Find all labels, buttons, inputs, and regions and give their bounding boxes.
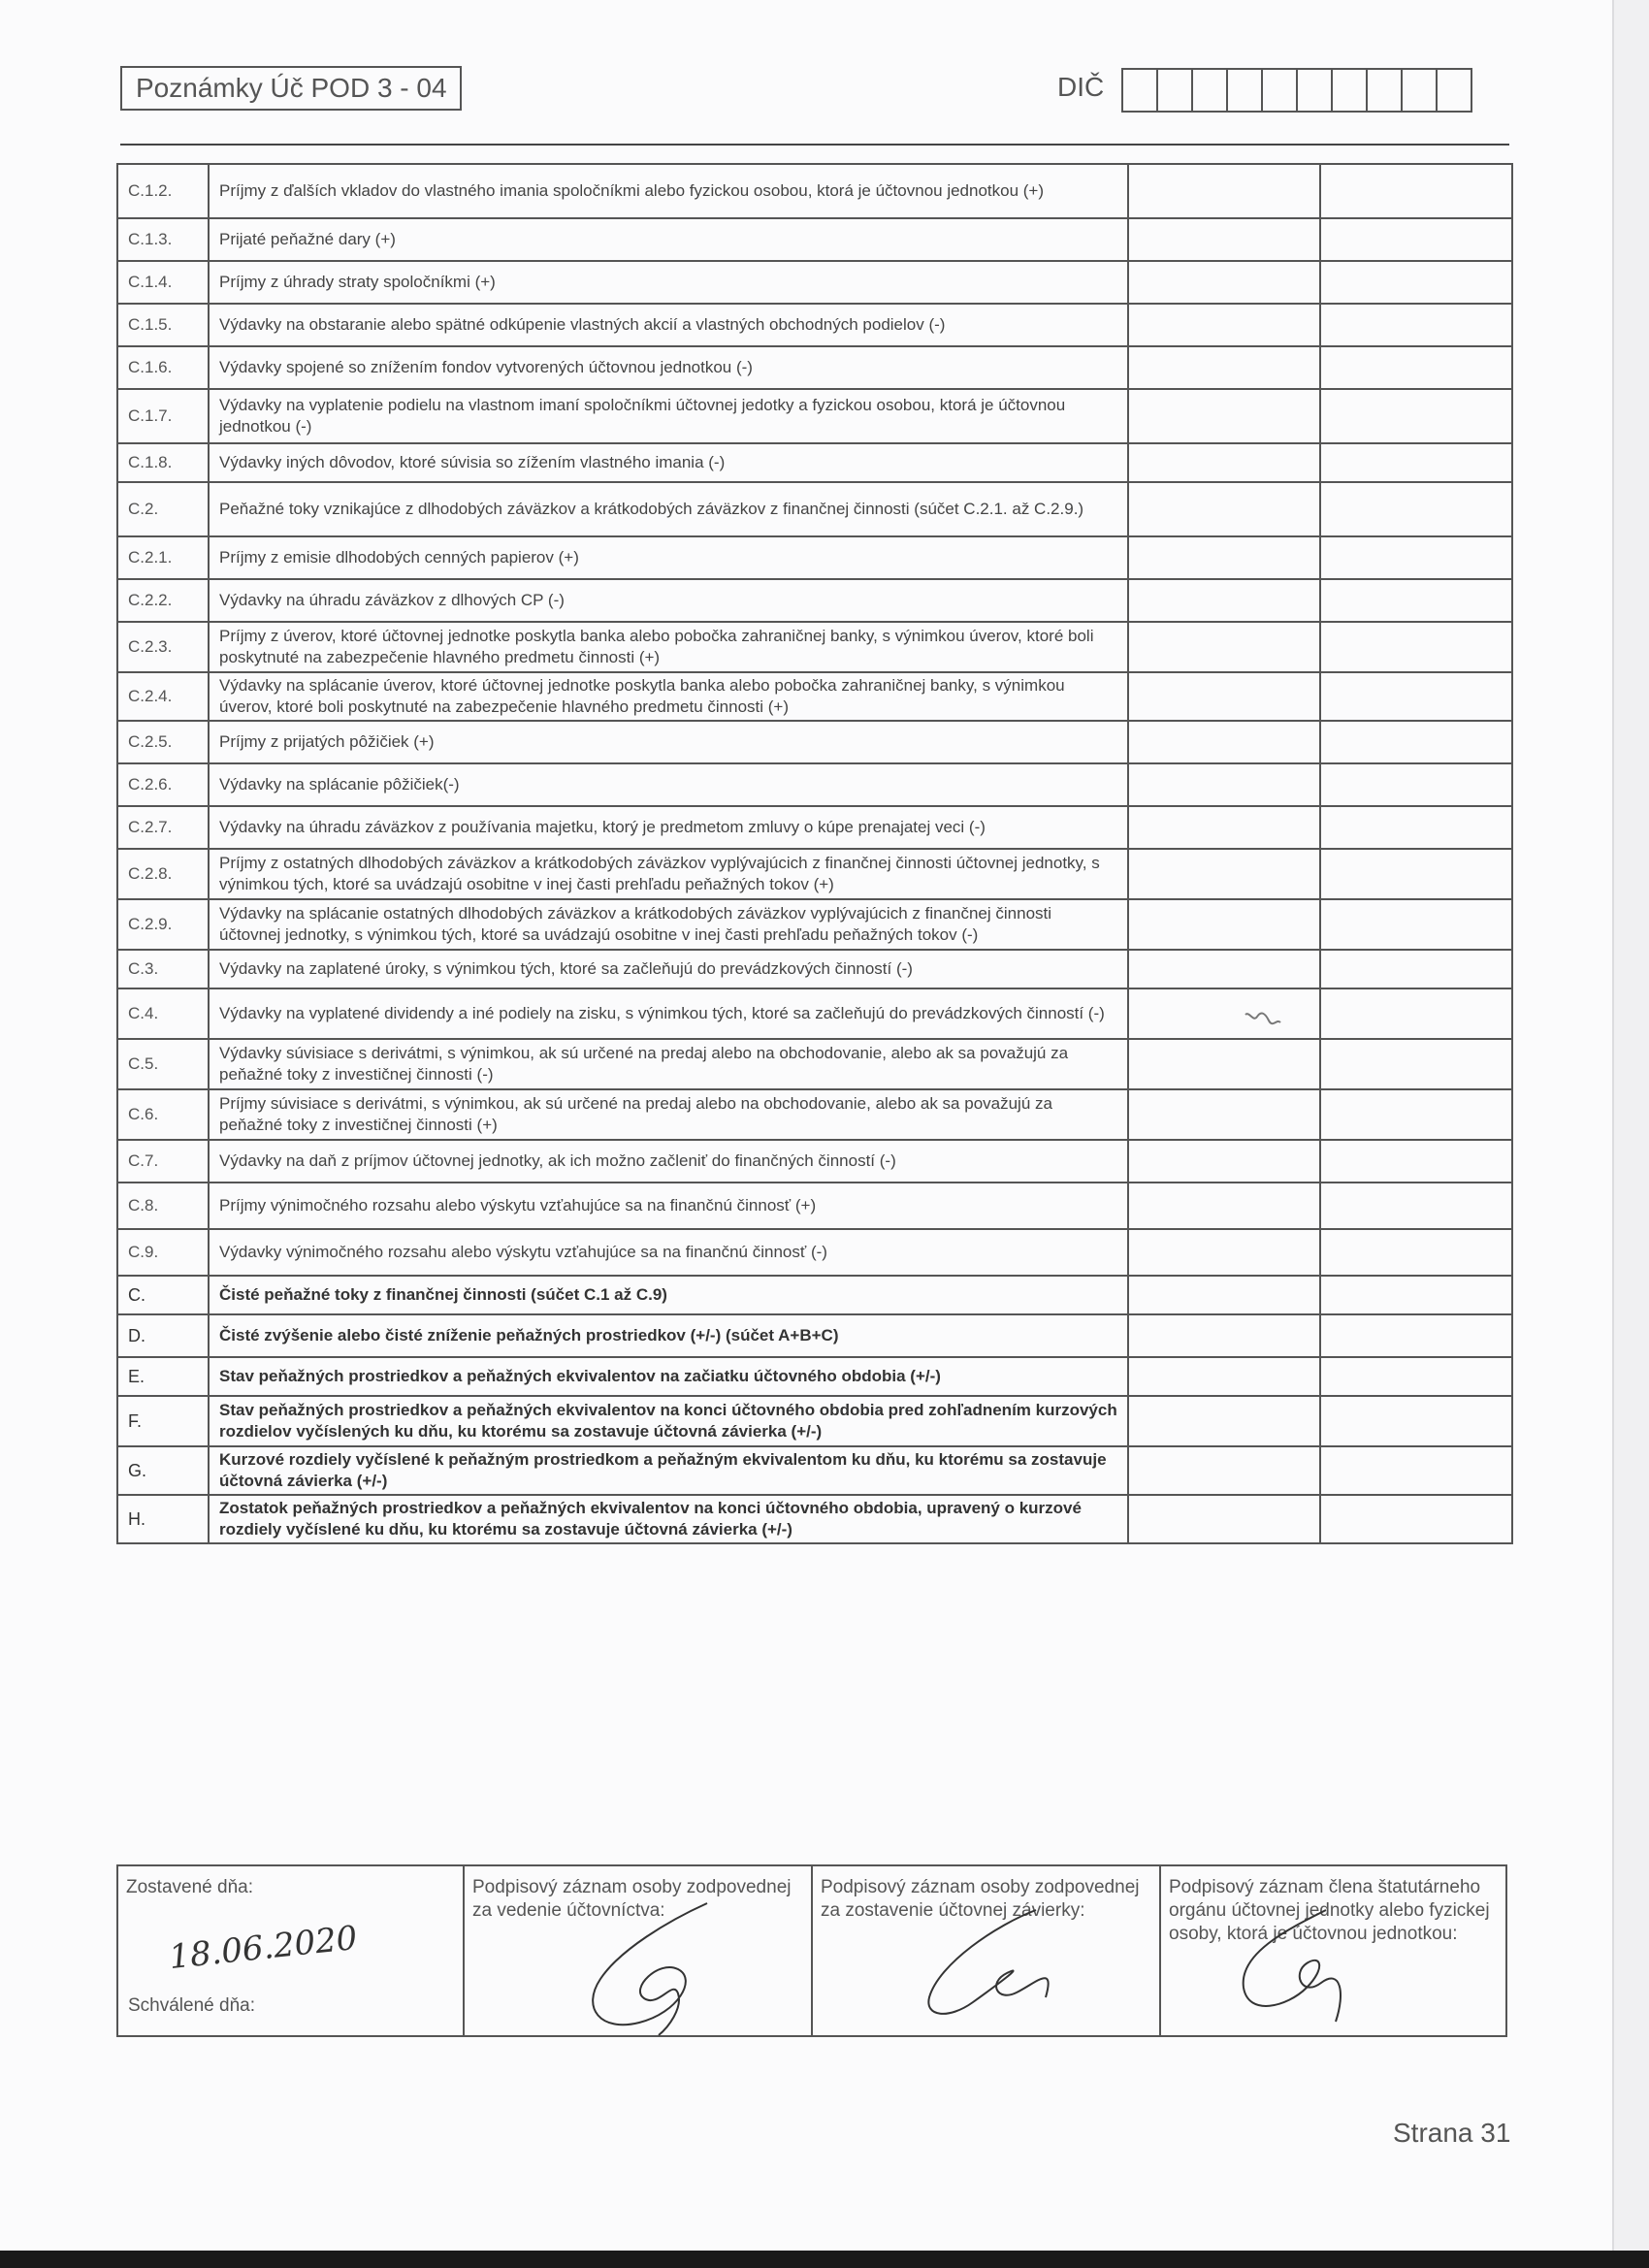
signature-drawing [1200, 1905, 1394, 2031]
current-period-value-cell[interactable] [1128, 579, 1320, 622]
dic-label: DIČ [1057, 72, 1105, 102]
row-description: Kurzové rozdiely vyčíslené k peňažným prostriedkom a peňažným ekvivalentom ku dňu, ku ktorému sa zostavuje účtovná závierka (+/-) [209, 1446, 1128, 1495]
prior-period-value-cell[interactable] [1320, 1039, 1512, 1089]
row-code: C.2.2. [117, 579, 209, 622]
prior-period-value-cell[interactable] [1320, 988, 1512, 1039]
row-code: D. [117, 1314, 209, 1357]
handwritten-mark [1244, 1009, 1282, 1033]
row-description: Výdavky na zaplatené úroky, s výnimkou tých, ktoré sa začleňujú do prevádzkových činností (-) [209, 950, 1128, 988]
prior-period-value-cell[interactable] [1320, 1495, 1512, 1543]
statutory-signature-cell[interactable] [1161, 1866, 1505, 2035]
current-period-value-cell[interactable] [1128, 1276, 1320, 1314]
statement-signature-cell[interactable] [813, 1866, 1161, 2035]
dic-digit-box[interactable] [1331, 68, 1368, 113]
row-description: Výdavky na úhradu záväzkov z dlhových CP (-) [209, 579, 1128, 622]
table-row [117, 950, 1512, 988]
row-description: Peňažné toky vznikajúce z dlhodobých záväzkov a krátkodobých záväzkov z finančnej činnosti (súčet C.2.1. až C.2.9.) [209, 482, 1128, 536]
statement-signature-label: Podpisový záznam osoby zodpovednej za zostavenie účtovnej závierky: [821, 1877, 1140, 1921]
compiled-date-label: Zostavené dňa: [126, 1877, 253, 1897]
signature-drawing [562, 1901, 717, 2037]
row-code: C.3. [117, 950, 209, 988]
prior-period-value-cell[interactable] [1320, 763, 1512, 806]
row-code: F. [117, 1396, 209, 1446]
row-code: C.2.9. [117, 899, 209, 950]
row-code: C.7. [117, 1140, 209, 1183]
prior-period-value-cell[interactable] [1320, 1140, 1512, 1183]
row-description: Výdavky na obstaranie alebo spätné odkúpenie vlastných akcií a vlastných obchodných podielov (-) [209, 304, 1128, 346]
row-description: Príjmy z emisie dlhodobých cenných papierov (+) [209, 536, 1128, 579]
prior-period-value-cell[interactable] [1320, 950, 1512, 988]
row-code: C.1.8. [117, 443, 209, 482]
row-code: C.2.1. [117, 536, 209, 579]
row-description: Čisté peňažné toky z finančnej činnosti (súčet C.1 až C.9) [209, 1276, 1128, 1314]
row-code: C. [117, 1276, 209, 1314]
prior-period-value-cell[interactable] [1320, 1314, 1512, 1357]
row-description: Výdavky iných dôvodov, ktoré súvisia so zížením vlastného imania (-) [209, 443, 1128, 482]
row-code: C.1.3. [117, 218, 209, 261]
table-row [117, 1396, 1512, 1446]
page-number: Strana 31 [1393, 2118, 1511, 2148]
row-description: Prijaté peňažné dary (+) [209, 218, 1128, 261]
row-code: C.1.4. [117, 261, 209, 304]
table-row [117, 1089, 1512, 1140]
row-code: C.1.6. [117, 346, 209, 389]
prior-period-value-cell[interactable] [1320, 536, 1512, 579]
table-row [117, 806, 1512, 849]
row-description: Čisté zvýšenie alebo čisté zníženie peňažných prostriedkov (+/-) (súčet A+B+C) [209, 1314, 1128, 1357]
row-code: G. [117, 1446, 209, 1495]
dates-cell [118, 1866, 465, 2035]
form-title-box [120, 66, 462, 111]
compiled-date-value[interactable]: 18.06.2020 [167, 1918, 360, 1978]
table-row [117, 482, 1512, 536]
current-period-value-cell[interactable] [1128, 1495, 1320, 1543]
current-period-value-cell[interactable] [1128, 1183, 1320, 1229]
current-period-value-cell[interactable] [1128, 899, 1320, 950]
current-period-value-cell[interactable] [1128, 763, 1320, 806]
table-row [117, 1276, 1512, 1314]
approved-date-label: Schválené dňa: [128, 1995, 255, 2016]
current-period-value-cell[interactable] [1128, 443, 1320, 482]
current-period-value-cell[interactable] [1128, 1039, 1320, 1089]
current-period-value-cell[interactable] [1128, 164, 1320, 218]
row-description: Výdavky na splácanie ostatných dlhodobých záväzkov a krátkodobých záväzkov vyplývajúcich z finančnej činnosti účtovnej jednotky, s výnimkou tých, ktoré sa uvádzajú osobitne v inej časti prehľadu peňažných tokov (-) [209, 899, 1128, 950]
row-description: Príjmy z ostatných dlhodobých záväzkov a krátkodobých záväzkov vyplývajúcich z finančnej činnosti účtovnej jednotky, s výnimkou tých, ktoré sa uvádzajú osobitne v inej časti prehľadu peňažných tokov (+) [209, 849, 1128, 899]
table-row [117, 622, 1512, 672]
row-code: C.8. [117, 1183, 209, 1229]
row-description: Príjmy z prijatých pôžičiek (+) [209, 721, 1128, 763]
dic-digit-box[interactable] [1226, 68, 1263, 113]
signature-drawing [881, 1905, 1075, 2031]
current-period-value-cell[interactable] [1128, 1140, 1320, 1183]
row-description: Príjmy výnimočného rozsahu alebo výskytu vzťahujúce sa na finančnú činnosť (+) [209, 1183, 1128, 1229]
table-row [117, 579, 1512, 622]
row-description: Stav peňažných prostriedkov a peňažných ekvivalentov na konci účtovného obdobia pred zohľadnením kurzových rozdielov vyčíslených ku dňu, ku ktorému sa zostavuje účtovná závierka (+/-) [209, 1396, 1128, 1446]
form-title: Poznámky Úč POD 3 - 04 [136, 73, 447, 103]
dic-digit-box[interactable] [1261, 68, 1298, 113]
current-period-value-cell[interactable] [1128, 389, 1320, 443]
table-row [117, 1357, 1512, 1396]
row-code: C.4. [117, 988, 209, 1039]
current-period-value-cell[interactable] [1128, 346, 1320, 389]
row-code: C.9. [117, 1229, 209, 1276]
table-row [117, 988, 1512, 1039]
table-row [117, 443, 1512, 482]
current-period-value-cell[interactable] [1128, 1357, 1320, 1396]
row-code: C.5. [117, 1039, 209, 1089]
table-row [117, 1446, 1512, 1495]
dic-digit-box[interactable] [1296, 68, 1333, 113]
prior-period-value-cell[interactable] [1320, 164, 1512, 218]
row-code: C.2.8. [117, 849, 209, 899]
current-period-value-cell[interactable] [1128, 536, 1320, 579]
row-code: C.2.4. [117, 672, 209, 721]
prior-period-value-cell[interactable] [1320, 899, 1512, 950]
row-description: Výdavky na vyplatené dividendy a iné podiely na zisku, s výnimkou tých, ktoré sa začleňujú do prevádzkových činností (-) [209, 988, 1128, 1039]
dic-digit-box[interactable] [1366, 68, 1403, 113]
current-period-value-cell[interactable] [1128, 806, 1320, 849]
prior-period-value-cell[interactable] [1320, 261, 1512, 304]
scan-edge-bottom [0, 2251, 1649, 2268]
current-period-value-cell[interactable] [1128, 849, 1320, 899]
current-period-value-cell[interactable] [1128, 988, 1320, 1039]
table-row [117, 1140, 1512, 1183]
scan-edge-right [1612, 0, 1649, 2268]
current-period-value-cell[interactable] [1128, 622, 1320, 672]
table-row [117, 536, 1512, 579]
row-description: Výdavky súvisiace s derivátmi, s výnimkou, ak sú určené na predaj alebo na obchodovanie, alebo ak sa považujú za peňažné toky z investičnej činnosti (-) [209, 1039, 1128, 1089]
dic-input-boxes[interactable] [1123, 68, 1472, 113]
dic-digit-box[interactable] [1191, 68, 1228, 113]
row-description: Výdavky na daň z príjmov účtovnej jednotky, ak ich možno začleniť do finančných činností (-) [209, 1140, 1128, 1183]
row-description: Výdavky na splácanie úverov, ktoré účtovnej jednotke poskytla banka alebo pobočka zahraničnej banky, s výnimkou úverov, ktoré boli poskytnuté na zabezpečenie hlavného predmetu činnosti (+) [209, 672, 1128, 721]
prior-period-value-cell[interactable] [1320, 1446, 1512, 1495]
prior-period-value-cell[interactable] [1320, 1229, 1512, 1276]
row-code: C.1.5. [117, 304, 209, 346]
cash-flow-table [116, 163, 1513, 1544]
prior-period-value-cell[interactable] [1320, 443, 1512, 482]
table-row [117, 1039, 1512, 1089]
table-row [117, 164, 1512, 218]
prior-period-value-cell[interactable] [1320, 579, 1512, 622]
current-period-value-cell[interactable] [1128, 1089, 1320, 1140]
current-period-value-cell[interactable] [1128, 1396, 1320, 1446]
dic-digit-box[interactable] [1436, 68, 1472, 113]
table-row [117, 304, 1512, 346]
row-code: H. [117, 1495, 209, 1543]
prior-period-value-cell[interactable] [1320, 218, 1512, 261]
prior-period-value-cell[interactable] [1320, 721, 1512, 763]
current-period-value-cell[interactable] [1128, 672, 1320, 721]
dic-digit-box[interactable] [1121, 68, 1158, 113]
row-description: Výdavky na vyplatenie podielu na vlastnom imaní spoločníkmi účtovnej jedotky a fyzickou osobou, ktorá je účtovnou jednotkou (-) [209, 389, 1128, 443]
current-period-value-cell[interactable] [1128, 261, 1320, 304]
accounting-signature-cell[interactable] [465, 1866, 813, 2035]
prior-period-value-cell[interactable] [1320, 304, 1512, 346]
table-row [117, 721, 1512, 763]
row-description: Príjmy z úhrady straty spoločníkmi (+) [209, 261, 1128, 304]
table-row [117, 1495, 1512, 1543]
current-period-value-cell[interactable] [1128, 218, 1320, 261]
row-description: Výdavky spojené so znížením fondov vytvorených účtovnou jednotkou (-) [209, 346, 1128, 389]
current-period-value-cell[interactable] [1128, 1314, 1320, 1357]
table-row [117, 1229, 1512, 1276]
row-description: Výdavky na splácanie pôžičiek(-) [209, 763, 1128, 806]
prior-period-value-cell[interactable] [1320, 1276, 1512, 1314]
row-code: E. [117, 1357, 209, 1396]
prior-period-value-cell[interactable] [1320, 849, 1512, 899]
row-code: C.2.5. [117, 721, 209, 763]
dic-digit-box[interactable] [1401, 68, 1438, 113]
table-row [117, 261, 1512, 304]
table-row [117, 899, 1512, 950]
table-row [117, 1314, 1512, 1357]
prior-period-value-cell[interactable] [1320, 672, 1512, 721]
current-period-value-cell[interactable] [1128, 1229, 1320, 1276]
current-period-value-cell[interactable] [1128, 1446, 1320, 1495]
current-period-value-cell[interactable] [1128, 482, 1320, 536]
row-description: Stav peňažných prostriedkov a peňažných ekvivalentov na začiatku účtovného obdobia (+/-) [209, 1357, 1128, 1396]
prior-period-value-cell[interactable] [1320, 1396, 1512, 1446]
prior-period-value-cell[interactable] [1320, 389, 1512, 443]
prior-period-value-cell[interactable] [1320, 806, 1512, 849]
prior-period-value-cell[interactable] [1320, 346, 1512, 389]
row-description: Výdavky výnimočného rozsahu alebo výskytu vzťahujúce sa na finančnú činnosť (-) [209, 1229, 1128, 1276]
row-code: C.1.2. [117, 164, 209, 218]
row-description: Príjmy z úverov, ktoré účtovnej jednotke poskytla banka alebo pobočka zahraničnej banky, s výnimkou úverov, ktoré boli poskytnuté na zabezpečenie hlavného predmetu činnosti (+) [209, 622, 1128, 672]
prior-period-value-cell[interactable] [1320, 1357, 1512, 1396]
row-code: C.2.6. [117, 763, 209, 806]
row-description: Výdavky na úhradu záväzkov z používania majetku, ktorý je predmetom zmluvy o kúpe prenajatej veci (-) [209, 806, 1128, 849]
prior-period-value-cell[interactable] [1320, 622, 1512, 672]
row-description: Príjmy súvisiace s derivátmi, s výnimkou, ak sú určené na predaj alebo na obchodovanie, alebo ak sa považujú za peňažné toky z investičnej činnosti (+) [209, 1089, 1128, 1140]
row-description: Zostatok peňažných prostriedkov a peňažných ekvivalentov na konci účtovného obdobia, upravený o kurzové rozdiely vyčíslené ku dňu, ku ktorému sa zostavuje účtovná závierka (+/-) [209, 1495, 1128, 1543]
row-code: C.2. [117, 482, 209, 536]
row-code: C.1.7. [117, 389, 209, 443]
table-row [117, 389, 1512, 443]
table-row [117, 346, 1512, 389]
row-code: C.2.7. [117, 806, 209, 849]
current-period-value-cell[interactable] [1128, 304, 1320, 346]
current-period-value-cell[interactable] [1128, 950, 1320, 988]
dic-digit-box[interactable] [1156, 68, 1193, 113]
table-row [117, 763, 1512, 806]
prior-period-value-cell[interactable] [1320, 1089, 1512, 1140]
table-row [117, 672, 1512, 721]
current-period-value-cell[interactable] [1128, 721, 1320, 763]
statutory-signature-label: Podpisový záznam člena štatutárneho orgánu účtovnej jednotky alebo fyzickej osoby, ktorá je účtovnou jednotkou: [1169, 1877, 1490, 1944]
prior-period-value-cell[interactable] [1320, 1183, 1512, 1229]
table-row [117, 218, 1512, 261]
row-description: Príjmy z ďalších vkladov do vlastného imania spoločníkmi alebo fyzickou osobou, ktorá je účtovnou jednotkou (+) [209, 164, 1128, 218]
header-divider [120, 144, 1509, 146]
signature-table [116, 1864, 1507, 2037]
prior-period-value-cell[interactable] [1320, 482, 1512, 536]
row-code: C.2.3. [117, 622, 209, 672]
table-row [117, 1183, 1512, 1229]
accounting-signature-label: Podpisový záznam osoby zodpovednej za vedenie účtovníctva: [472, 1877, 792, 1921]
row-code: C.6. [117, 1089, 209, 1140]
table-row [117, 849, 1512, 899]
